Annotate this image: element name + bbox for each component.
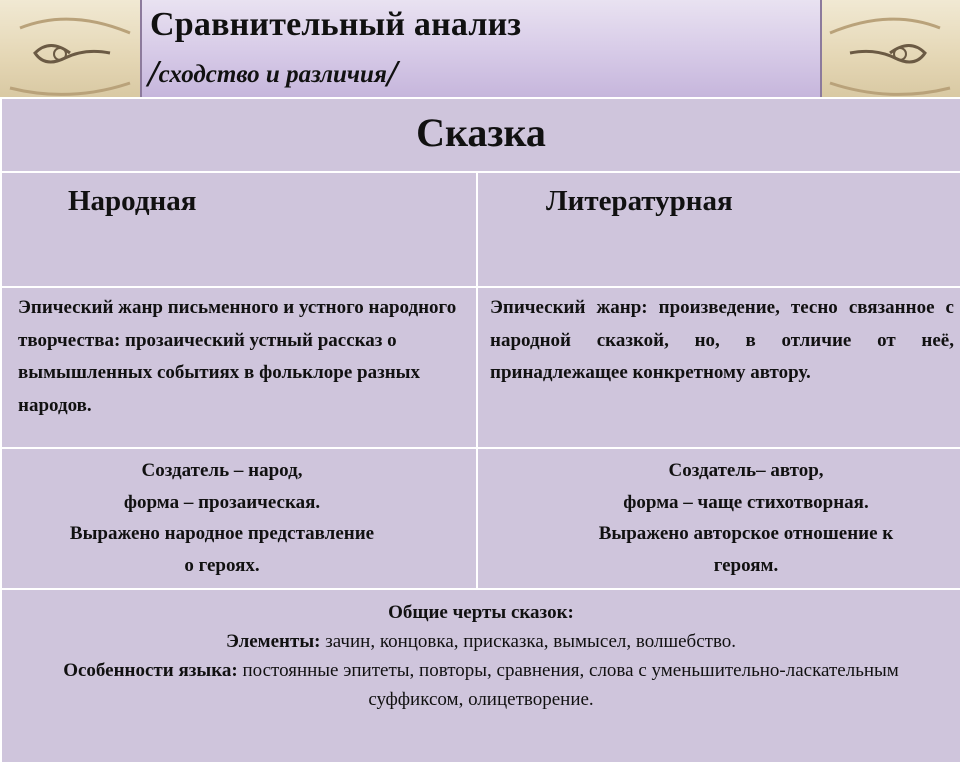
page-subtitle: /сходство и различия/ <box>148 53 398 95</box>
common-features-title: Общие черты сказок: <box>388 602 574 623</box>
title-box <box>140 0 822 97</box>
table-heading: Сказка <box>1 98 960 172</box>
scroll-ornament-right-icon <box>820 8 960 98</box>
creator-folk-line: Выражено народное представление <box>69 523 375 544</box>
common-features <box>1 589 960 763</box>
creator-folk-line: форма – прозаическая. <box>123 491 321 513</box>
definition-literary: Эпический жанр: произведение, тесно связанное с народной сказкой, но, в отличие от неё, принадлежащее конкретному автору. <box>477 287 960 448</box>
scroll-ornament-left-icon <box>0 8 140 98</box>
page-title: Сравнительный анализ <box>150 6 522 43</box>
comparison-table <box>0 97 960 764</box>
creator-folk <box>1 448 477 589</box>
language-label: Особенности языка: <box>63 660 238 681</box>
creator-folk-line: Создатель – народ, <box>141 460 303 481</box>
creator-literary-line: героям. <box>713 554 779 576</box>
creator-literary-line: форма – чаще стихотворная. <box>623 491 869 513</box>
definition-folk: Эпический жанр письменного и устного народного творчества: прозаический устный рассказ о вымышленных событиях в фольклоре разных народов. <box>1 287 477 448</box>
creator-literary <box>477 448 960 589</box>
column-header-folk: Народная <box>1 172 477 287</box>
elements-label: Элементы: <box>225 631 321 652</box>
creator-literary-line: Выражено авторское отношение к <box>598 523 894 544</box>
language-text: постоянные эпитеты, повторы, сравнения, слова с уменьшительно-ласкательным суффиксом, олицетворение. <box>237 660 899 710</box>
column-header-literary: Литературная <box>477 172 960 287</box>
creator-folk-line: о героях. <box>184 554 260 576</box>
subtitle-text: сходство и различия <box>158 61 387 88</box>
elements-text: зачин, концовка, присказка, вымысел, волшебство. <box>320 631 737 652</box>
common-language <box>22 656 940 714</box>
common-elements <box>22 627 940 656</box>
creator-literary-line: Создатель– автор, <box>668 460 824 481</box>
